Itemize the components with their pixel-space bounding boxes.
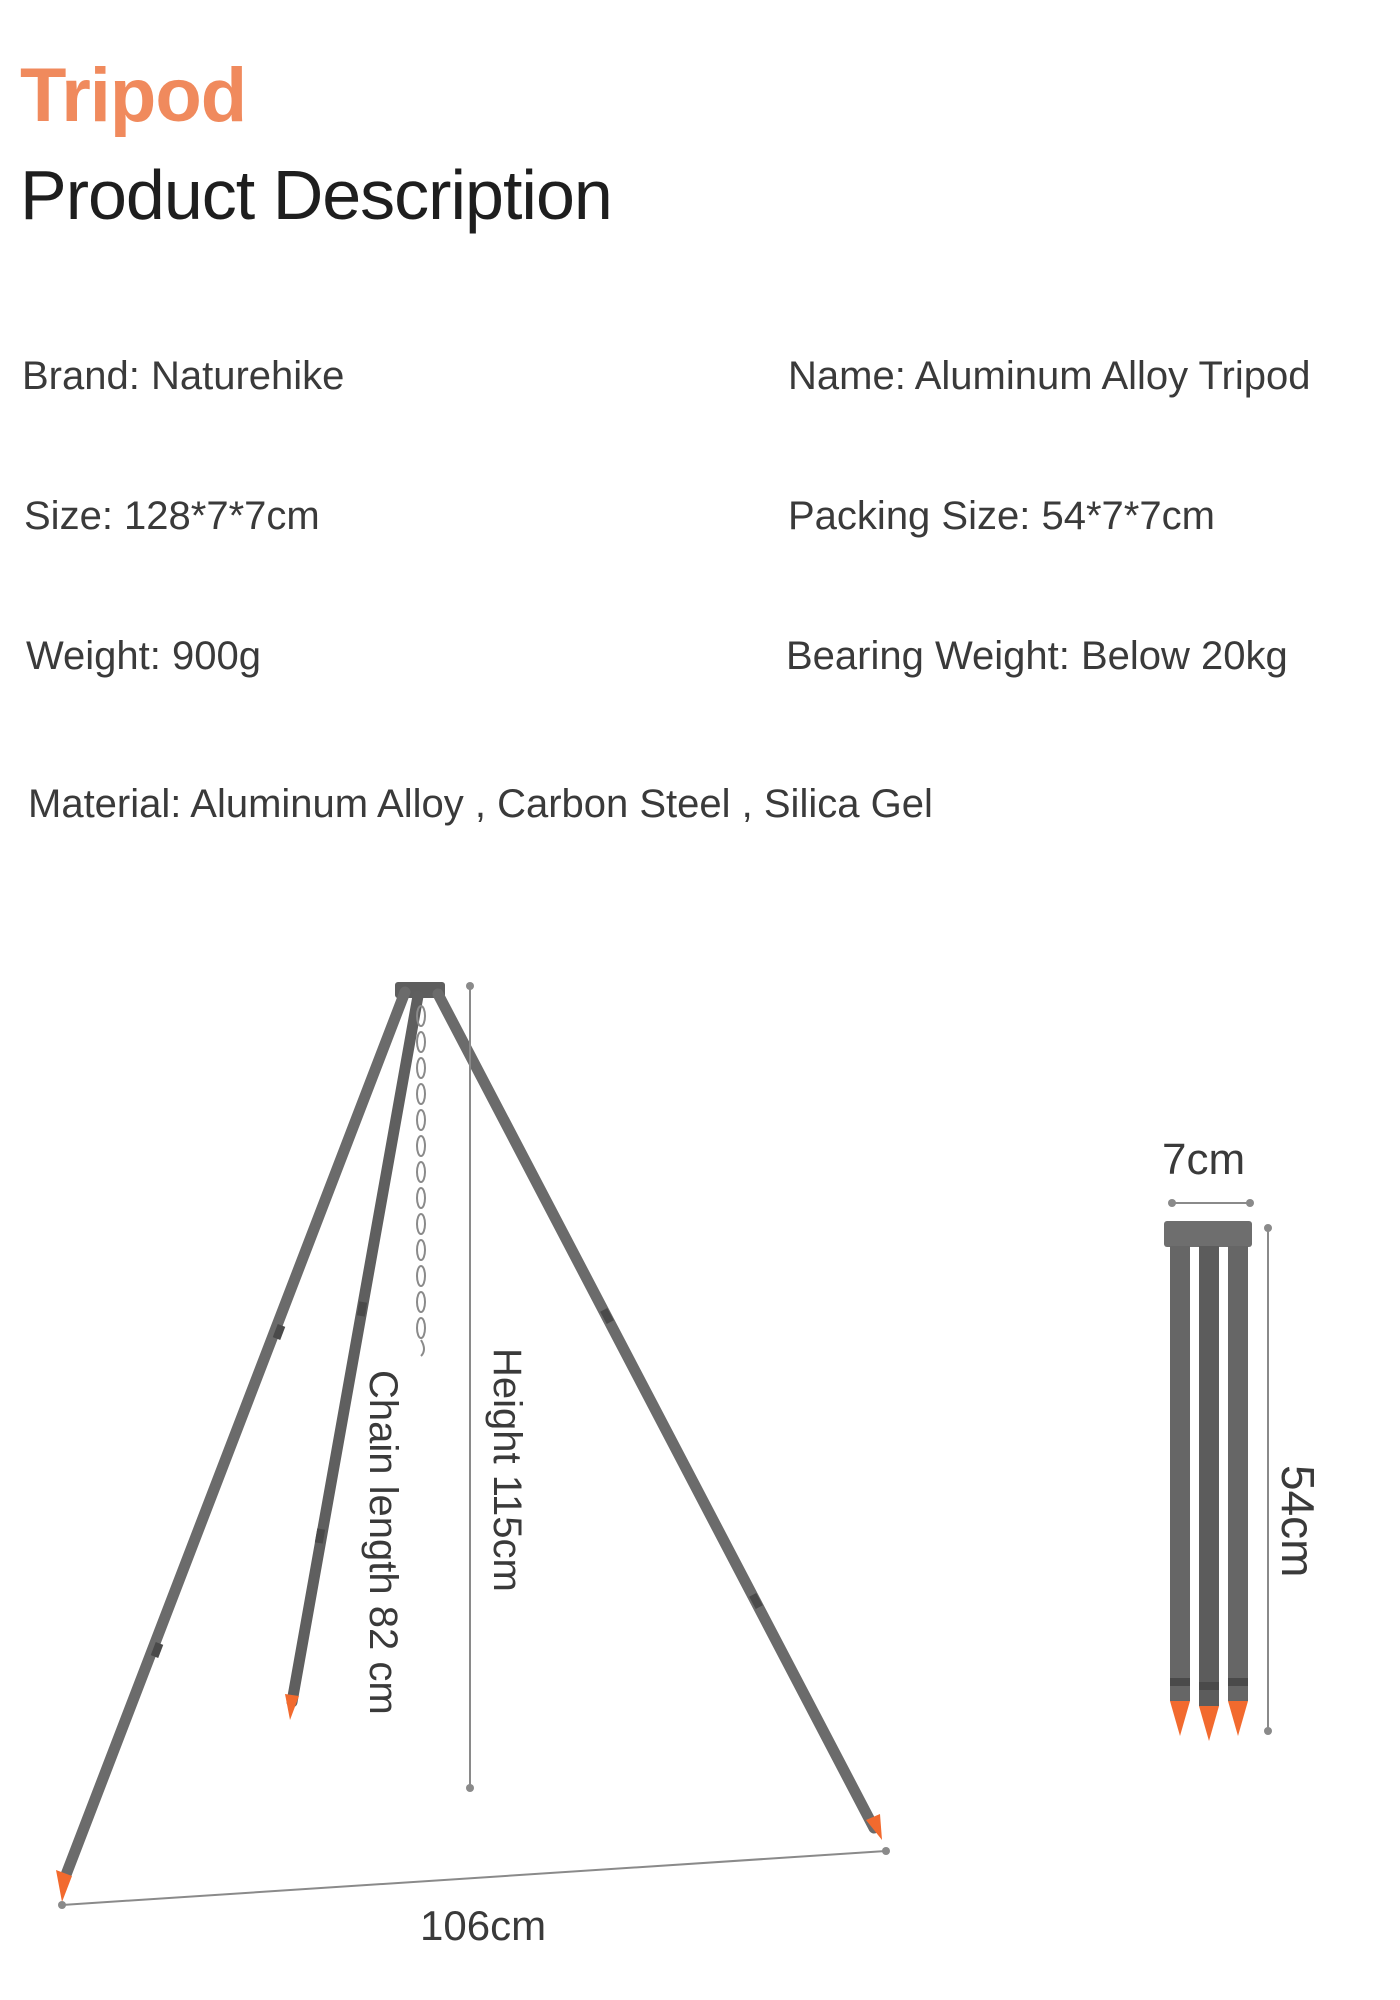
- packed-leg-2: [1199, 1246, 1219, 1706]
- spec-brand: Brand: Naturehike: [22, 354, 345, 398]
- tripod-tip-back: [285, 1694, 299, 1720]
- packed-tripod: [1162, 1135, 1324, 1741]
- hanging-chain: [417, 1006, 425, 1356]
- spec-size: Size: 128*7*7cm: [24, 494, 320, 538]
- spec-bearing-weight: Bearing Weight: Below 20kg: [786, 634, 1288, 678]
- spec-name: Name: Aluminum Alloy Tripod: [788, 354, 1311, 398]
- base-width-dimension-line: [62, 1851, 886, 1905]
- base-width-label: 106cm: [420, 1902, 547, 1949]
- packed-leg-3: [1228, 1246, 1248, 1701]
- spec-material: Material: Aluminum Alloy , Carbon Steel , Silica Gel: [28, 782, 933, 826]
- page-subtitle: Product Description: [20, 156, 612, 234]
- chain-length-label: Chain length 82 cm: [361, 1370, 405, 1715]
- assembled-tripod: [56, 982, 890, 1949]
- packed-width-label: 7cm: [1162, 1135, 1246, 1184]
- packed-tripod-head: [1164, 1221, 1252, 1247]
- packed-leg-1: [1170, 1246, 1190, 1701]
- spec-packing-size: Packing Size: 54*7*7cm: [788, 494, 1215, 538]
- packed-height-label: 54cm: [1272, 1465, 1324, 1578]
- spec-weight: Weight: 900g: [26, 634, 261, 678]
- tripod-diagram: [0, 930, 1400, 2000]
- tripod-leg-left: [64, 992, 405, 1880]
- height-label: Height 115cm: [485, 1348, 529, 1592]
- page-title: Tripod: [20, 53, 247, 138]
